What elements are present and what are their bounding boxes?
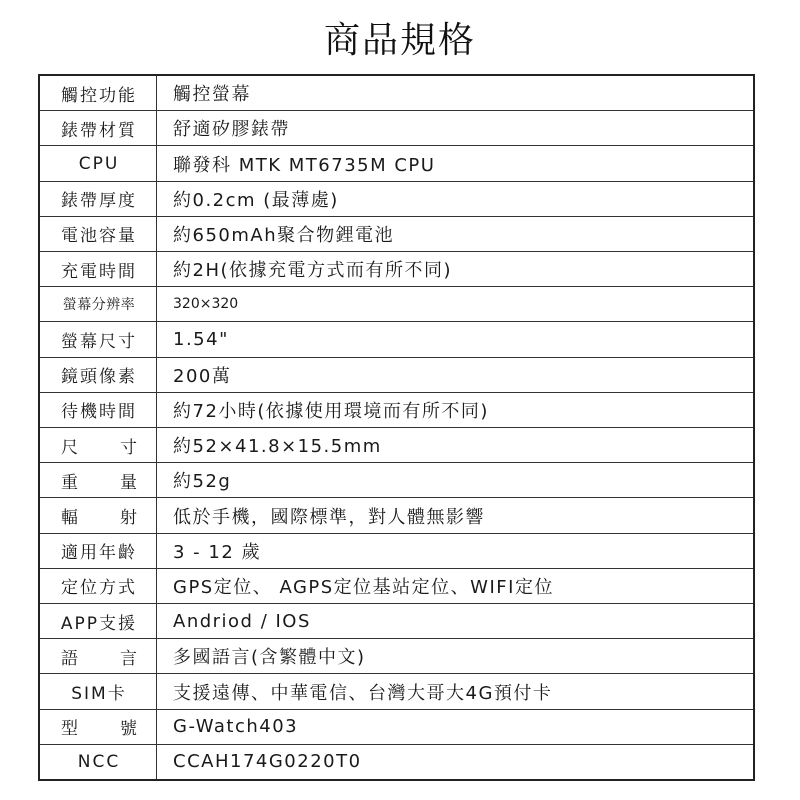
spec-row-language [40,638,753,673]
spec-label: 螢幕分辨率 [40,287,157,321]
spec-row-sim [40,673,753,708]
spec-label: 適用年齡 [40,534,157,568]
spec-row-positioning [40,568,753,603]
spec-value: 約52×41.8×15.5mm [173,436,382,458]
spec-value: 約52g [173,471,232,493]
spec-label-text: 尺 寸 [61,437,137,458]
spec-value: 約0.2cm (最薄處) [173,189,339,211]
spec-row-age [40,533,753,568]
spec-label: 定位方式 [40,569,157,603]
spec-label-text: 型 號 [61,719,137,740]
spec-row-radiation [40,497,753,532]
spec-value: CCAH174G0220T0 [173,751,362,773]
spec-row-cpu [40,145,753,180]
spec-value: G-Watch403 [173,716,299,738]
spec-label: APP支援 [40,604,157,638]
spec-label: 錶帶厚度 [40,182,157,216]
spec-value: 約72小時(依據使用環境而有所不同) [173,400,489,422]
spec-row-standby [40,392,753,427]
spec-label [40,498,157,532]
spec-value: 約650mAh聚合物鋰電池 [173,224,395,246]
page-title: 商品規格 [323,20,476,61]
spec-value: 200萬 [173,365,232,387]
spec-value: 320×320 [173,296,239,313]
spec-row-app [40,603,753,638]
spec-row-ncc [40,744,753,779]
spec-value: GPS定位、 AGPS定位基站定位、WIFI定位 [173,576,554,598]
spec-label: 螢幕尺寸 [40,322,157,356]
spec-label [40,710,157,744]
spec-row-strap-material [40,110,753,145]
spec-label: 充電時間 [40,252,157,286]
spec-value: 聯發科 MTK MT6735M CPU [173,154,436,176]
spec-table [38,74,755,781]
spec-row-screen-size [40,321,753,356]
spec-value: 3 - 12 歲 [173,541,262,563]
spec-label: NCC [40,745,157,779]
spec-label: 觸控功能 [40,76,157,110]
spec-label [40,463,157,497]
spec-label: 電池容量 [40,217,157,251]
spec-row-battery [40,216,753,251]
spec-label: SIM卡 [40,674,157,708]
spec-row-dimensions [40,427,753,462]
spec-value: 觸控螢幕 [173,84,251,106]
spec-row-strap-thickness [40,181,753,216]
spec-value: Andriod / IOS [173,610,311,632]
spec-value: 約2H(依據充電方式而有所不同) [173,260,453,282]
spec-row-charge-time [40,251,753,286]
spec-label-text: 語 言 [61,648,137,669]
spec-label: CPU [40,146,157,180]
spec-label [40,428,157,462]
spec-value: 支援遠傳、中華電信、台灣大哥大4G預付卡 [173,682,553,704]
spec-row-touch [40,76,753,110]
spec-value: 多國語言(含繁體中文) [173,647,366,669]
spec-label: 鏡頭像素 [40,358,157,392]
spec-label-text: 輻 射 [61,508,137,529]
spec-row-resolution [40,286,753,321]
spec-value: 舒適矽膠錶帶 [173,119,290,141]
spec-value: 低於手機，國際標準，對人體無影響 [173,506,485,528]
spec-label [40,639,157,673]
spec-row-weight [40,462,753,497]
spec-label: 待機時間 [40,393,157,427]
spec-label-text: 重 量 [61,472,137,493]
spec-row-model [40,709,753,744]
spec-label: 錶帶材質 [40,111,157,145]
spec-row-camera [40,357,753,392]
spec-value: 1.54" [173,329,229,351]
